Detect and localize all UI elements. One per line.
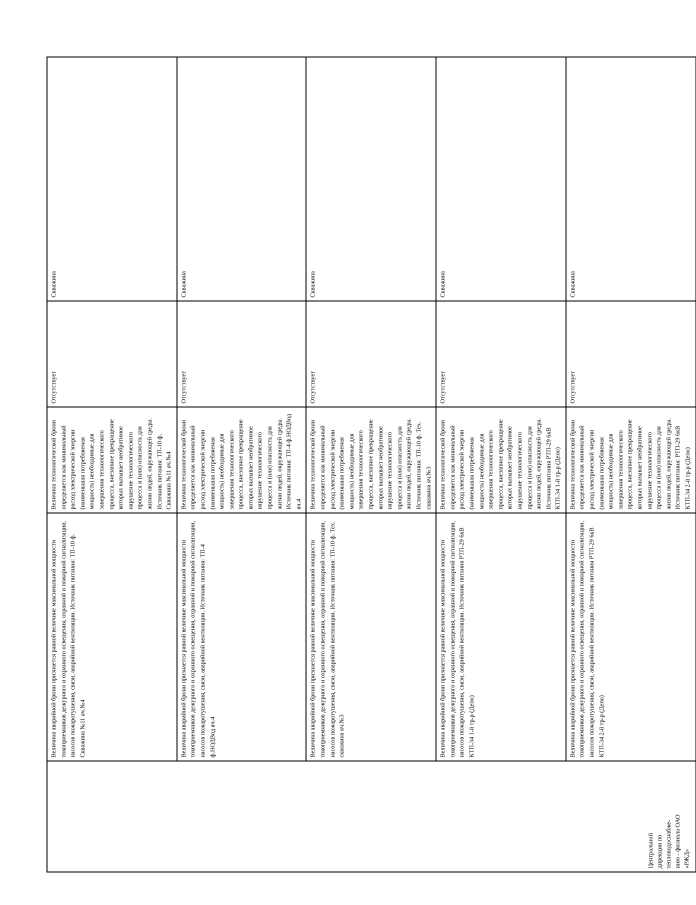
technological-reserve-cell: Величина технологической брони определяется как минимальный расход электрической энергии (наименьшая потребляемая мощность) необходимые для завершения технологического процесса, внезапное прекращение которых вызывает необратимое нарушение технологического процесса и (или) опасность для жизни людей, окружающей среды. Источник питания: РТП-29 6кВ КТП-34 2-й тр-р (Депо) (565, 407, 695, 513)
object-name-cell: Скважина (47, 57, 177, 301)
technological-reserve-cell: Величина технологической брони определяется как минимальный расход электрической энергии (наименьшая потребляемая мощность) необходимые для завершения технологического процесса, внезапное прекращение которых вызывает необратимое нарушение технологического процесса и (или) опасность для жизни людей, окружающей среды. Источник питания РТП-29 6кВ КТП-34 1-й тр-р (Депо) (436, 407, 566, 513)
table-row (565, 57, 695, 872)
reserve-presence-cell: Отсутствует (306, 301, 436, 407)
reserve-presence-cell: Отсутствует (565, 301, 695, 407)
object-name-cell: Скважина (565, 57, 695, 301)
reserve-presence-cell: Отсутствует (47, 301, 177, 407)
rotated-table-wrapper (46, 57, 691, 872)
power-reserve-table (46, 56, 696, 872)
emergency-reserve-cell: Величина аварийной брони признается равной величине максимальной мощности токоприемников дежурного и охранного освещения, охранной и пожарной сигнализации, насосов пожаротушения, связи, аварийной вентиляции. Источник питания РТП-29 6кВ КТП-34 1-й тр-р (Депо) (436, 513, 566, 761)
organization-name: Центральной дирекции по тепловодоснабже-нию - филиала ОАО «РЖД» (646, 813, 690, 868)
technological-reserve-cell: Величина технологической брони определяется как минимальный расход электрической энергии (наименьшая потребляемая мощность) необходимые для завершения технологического процесса, внезапное прекращение которых вызывает необратимое нарушение технологического процесса и (или) опасность для жизни людей, окружающей среды. Источник питания: ТП-4 ф.НОДВод яч.4 (176, 407, 306, 513)
table-row (436, 57, 566, 872)
object-name-cell: Скважина (436, 57, 566, 301)
technological-reserve-cell: Величина технологической брони определяется как минимальный расход электрической энергии (наименьшая потребляемая мощность) необходимые для завершения технологического процесса, внезапное прекращение которых вызывает необратимое нарушение технологического процесса и (или) опасность для жизни людей, окружающей среды. Источник питания: ТП-10 ф. Скважина №11 яч.№4 (47, 407, 177, 513)
reserve-presence-cell: Отсутствует (436, 301, 566, 407)
object-name-cell: Скважина (306, 57, 436, 301)
reserve-presence-cell: Отсутствует (176, 301, 306, 407)
organization-cell (47, 761, 696, 872)
technological-reserve-cell: Величина технологической брони определяется как минимальный расход электрической энергии (наименьшая потребляемая мощность) необходимые для завершения технологического процесса, внезапное прекращение которых вызывает необратимое нарушение технологического процесса и (или) опасность для жизни людей, окружающей среды. Источник питания: ТП-10 ф. Тех. скважина яч.№3 (306, 407, 436, 513)
table-row (176, 57, 306, 872)
emergency-reserve-cell: Величина аварийной брони признается равной величине максимальной мощности токоприемников дежурного и охранного освещения, охранной и пожарной сигнализации, насосов пожаротушения, связи, аварийной вентиляции. Источник питания РТП-29 6кВ КТП-34 2-й тр-р (Депо) (565, 513, 695, 761)
emergency-reserve-cell: Величина аварийной брони признается равной величине максимальной мощности токоприемников дежурного и охранного освещения, охранной и пожарной сигнализации, насосов пожаротушения, связи, аварийной вентиляции. Источник питания: ТП-10 ф. Скважина №11 яч.№4 (47, 513, 177, 761)
object-name-cell: Скважина (176, 57, 306, 301)
emergency-reserve-cell: Величина аварийной брони признается равной величине максимальной мощности токоприемников дежурного и охранного освещения, охранной и пожарной сигнализации, насосов пожаротушения, связи, аварийной вентиляции. Источник питания: ТП-10 ф. Тех. скважина яч.№3 (306, 513, 436, 761)
emergency-reserve-cell: Величина аварийной брони признается равной величине максимальной мощности токоприемников дежурного и охранного освещения, охранной и пожарной сигнализации, насосов пожаротушения, связи, аварийной вентиляции. Источник питания: ТП-4 ф.НОДВод яч.4 (176, 513, 306, 761)
table-row (306, 57, 436, 872)
table-row (47, 57, 177, 872)
